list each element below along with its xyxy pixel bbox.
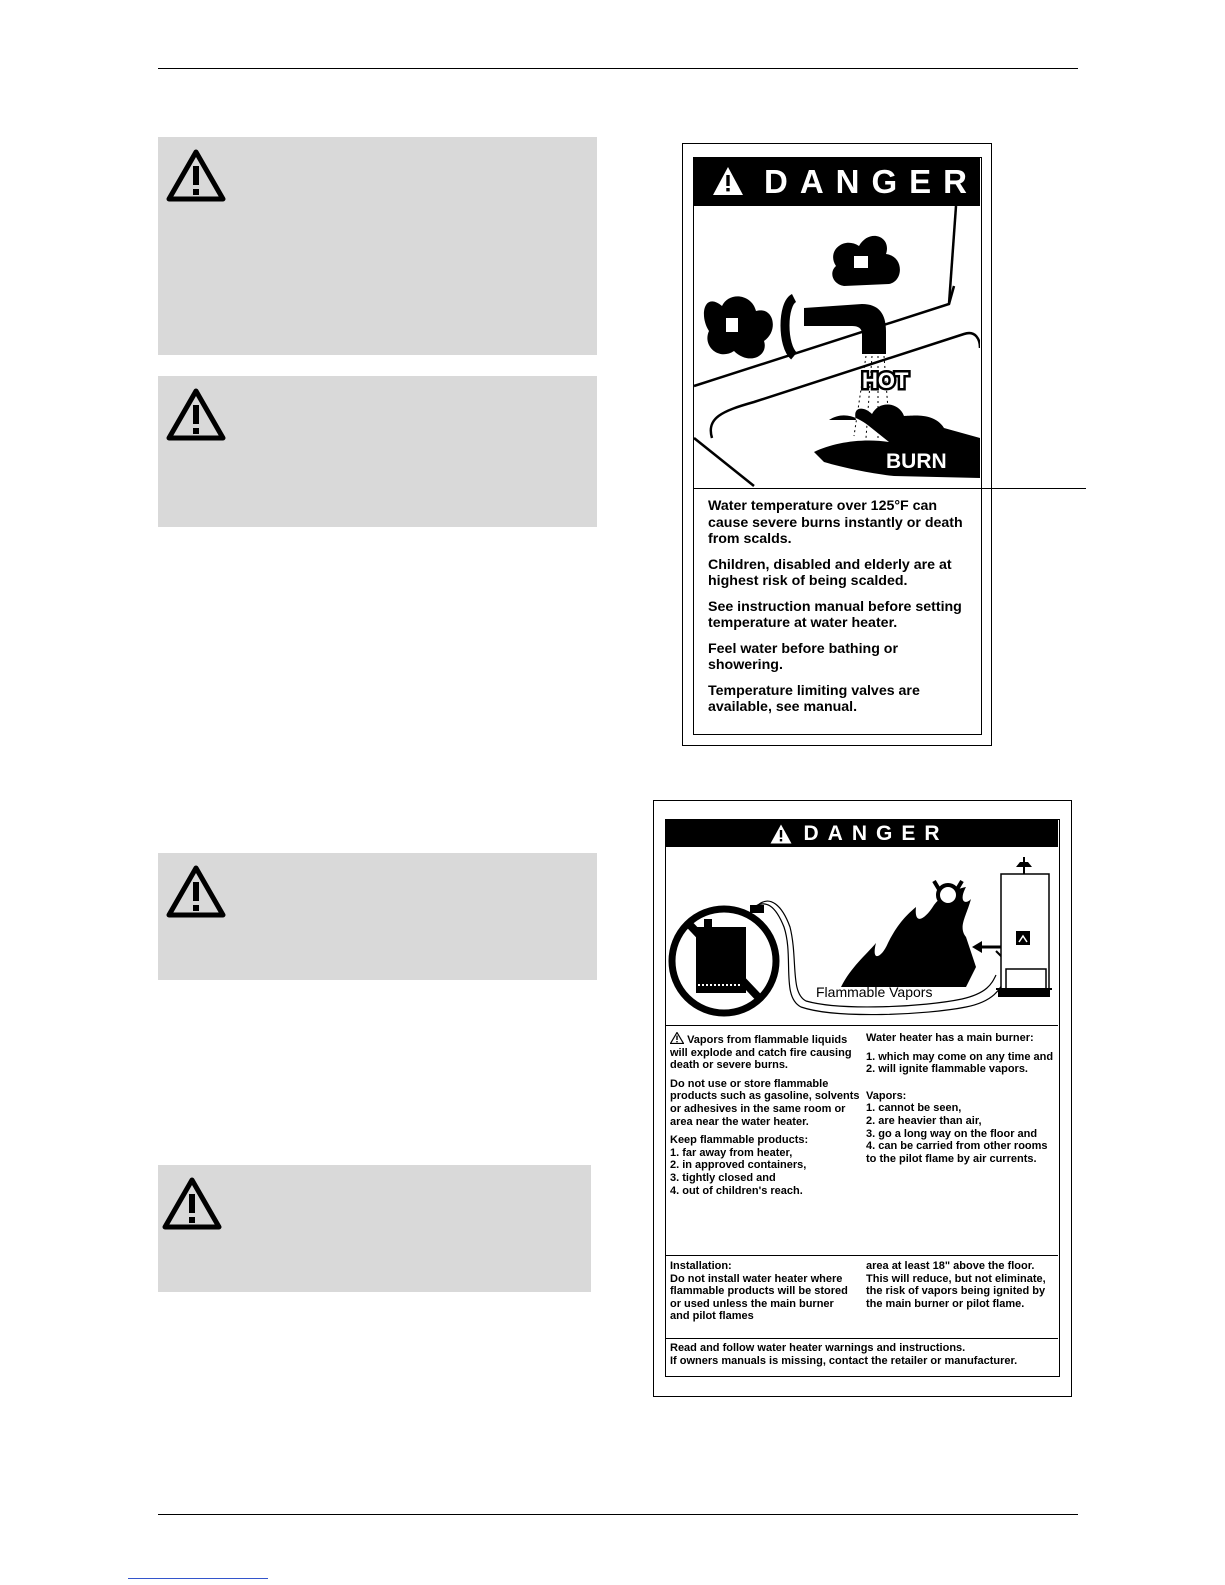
footer-line: Read and follow water heater warnings and instructions. <box>670 1342 966 1354</box>
flammable-vapors-illustration <box>666 847 1058 1025</box>
bottom-rule <box>158 1514 1078 1515</box>
divider <box>666 1338 1058 1339</box>
vapors-item: 4. can be carried from other rooms to the pilot flame by air currents. <box>866 1140 1048 1165</box>
storage-paragraph: Do not use or store flammable products such as gasoline, solvents or adhesives in the same room or area near the water heater. <box>670 1077 860 1128</box>
footer-line: If owners manuals is missing, contact the retailer or manufacturer. <box>670 1355 1018 1367</box>
scald-paragraph: Children, disabled and elderly are at highest risk of being scalded. <box>708 556 952 589</box>
danger-header-text: DANGER <box>764 163 980 200</box>
burner-item: 1. which may come on any time and <box>866 1050 1054 1063</box>
flammable-footer <box>670 1342 1017 1368</box>
hot-water-burn-illustration <box>694 206 980 488</box>
flammable-left-column <box>670 1032 860 1197</box>
keep-title: Keep flammable products: <box>670 1134 809 1147</box>
left-handle-icon <box>704 296 773 358</box>
flammable-right-column <box>866 1032 1056 1165</box>
divider <box>694 488 1086 489</box>
keep-item: 2. in approved containers, <box>670 1159 807 1172</box>
burn-text: BURN <box>886 450 947 473</box>
warning-box-3 <box>158 853 597 980</box>
scald-danger-label <box>682 143 992 746</box>
water-heater-icon <box>996 857 1052 997</box>
vapor-warning-text: Vapors from flammable liquids will explode and catch fire causing death or severe burns. <box>670 1034 852 1072</box>
warning-triangle-icon <box>670 1032 684 1044</box>
warning-triangle-icon <box>166 149 226 203</box>
vapors-item: 2. are heavier than air, <box>866 1114 982 1127</box>
scald-paragraph: See instruction manual before setting temperature at water heater. <box>708 598 962 631</box>
vapors-item: 3. go a long way on the floor and <box>866 1127 1038 1140</box>
scald-warning-text <box>708 498 968 725</box>
danger-header <box>666 820 1058 847</box>
flammable-danger-label <box>653 800 1072 1397</box>
vapors-title: Vapors: <box>866 1089 907 1102</box>
hot-text: HOT <box>862 368 909 393</box>
flammable-vapors-caption: Flammable Vapors <box>816 984 933 1000</box>
warning-triangle-icon <box>162 1177 222 1231</box>
danger-header <box>694 158 980 206</box>
keep-item: 3. tightly closed and <box>670 1171 776 1184</box>
warning-box-1 <box>158 137 597 355</box>
burner-title: Water heater has a main burner: <box>866 1032 1034 1044</box>
top-rule <box>158 68 1078 69</box>
burner-item: 2. will ignite flammable vapors. <box>866 1063 1028 1076</box>
vapor-warning-paragraph <box>670 1032 860 1072</box>
installation-left: Installation: Do not install water heater where flammable products will be stored or used unless the main burner and pilot flames <box>670 1260 848 1323</box>
warning-box-2 <box>158 376 597 527</box>
installation-right: area at least 18" above the floor. This will reduce, but not eliminate, the risk of vapors being ignited by the main burner or pilot flame. <box>866 1260 1046 1310</box>
scald-paragraph: Feel water before bathing or showering. <box>708 640 898 673</box>
warning-triangle-icon <box>712 166 744 196</box>
divider <box>666 1025 1058 1026</box>
keep-item: 1. far away from heater, <box>670 1146 793 1159</box>
warning-triangle-icon <box>770 824 792 844</box>
divider <box>666 1255 1058 1256</box>
danger-header-text: DANGER <box>803 821 949 845</box>
warning-triangle-icon <box>166 865 226 919</box>
top-handle-icon <box>832 236 900 286</box>
warning-box-4 <box>158 1165 591 1292</box>
keep-item: 4. out of children's reach. <box>670 1184 803 1197</box>
scald-paragraph: Temperature limiting valves are available, see manual. <box>708 682 920 715</box>
warning-triangle-icon <box>166 388 226 442</box>
footer-link-underline <box>128 1578 268 1579</box>
vapors-item: 1. cannot be seen, <box>866 1102 962 1115</box>
scald-paragraph: Water temperature over 125°F can cause severe burns instantly or death from scalds. <box>708 498 963 547</box>
no-gas-can-icon <box>672 909 776 1013</box>
